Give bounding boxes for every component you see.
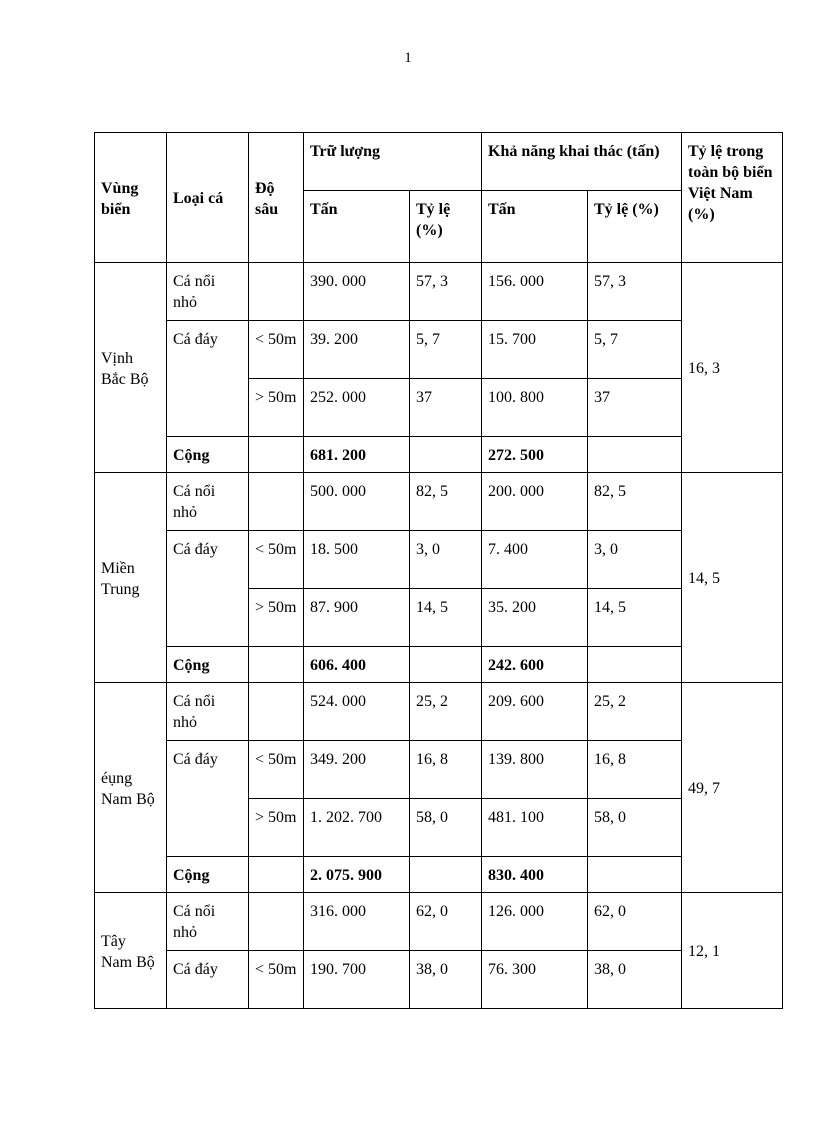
exploit-ton: 200. 000	[482, 473, 588, 531]
region-name: Vịnh Bắc Bộ	[95, 263, 167, 473]
reserve-pct: 58, 0	[410, 799, 482, 857]
header-exploitable: Khả năng khai thác (tấn)	[482, 133, 682, 191]
empty-cell	[410, 437, 482, 473]
table-header	[95, 133, 783, 263]
reserve-pct: 82, 5	[410, 473, 482, 531]
fish-type: Cá đáy	[167, 741, 249, 857]
table-row	[95, 531, 783, 589]
fish-type: Cá nổi nhỏ	[167, 683, 249, 741]
reserve-ton: 1. 202. 700	[304, 799, 410, 857]
fish-type: Cá nổi nhỏ	[167, 893, 249, 951]
exploit-pct: 25, 2	[588, 683, 682, 741]
total-exploit-ton: 830. 400	[482, 857, 588, 893]
exploit-pct: 62, 0	[588, 893, 682, 951]
reserve-ton: 500. 000	[304, 473, 410, 531]
reserve-pct: 25, 2	[410, 683, 482, 741]
overall-ratio: 12, 1	[682, 893, 783, 1009]
overall-ratio: 16, 3	[682, 263, 783, 473]
fish-type: Cá đáy	[167, 321, 249, 437]
reserve-pct: 57, 3	[410, 263, 482, 321]
table-row	[95, 741, 783, 799]
empty-cell	[588, 437, 682, 473]
depth: > 50m	[249, 589, 304, 647]
reserve-ton: 252. 000	[304, 379, 410, 437]
exploit-ton: 209. 600	[482, 683, 588, 741]
fish-type: Cá đáy	[167, 531, 249, 647]
depth: < 50m	[249, 741, 304, 799]
header-exploit-pct: Tỷ lệ (%)	[588, 191, 682, 263]
exploit-ton: 126. 000	[482, 893, 588, 951]
table-row	[95, 893, 783, 951]
region-name: éụng Nam Bộ	[95, 683, 167, 893]
fish-type: Cá nổi nhỏ	[167, 263, 249, 321]
reserve-pct: 5, 7	[410, 321, 482, 379]
page-number: 1	[404, 50, 412, 66]
depth: < 50m	[249, 531, 304, 589]
depth	[249, 893, 304, 951]
reserve-ton: 524. 000	[304, 683, 410, 741]
table-row	[95, 321, 783, 379]
depth: > 50m	[249, 379, 304, 437]
fish-type: Cá đáy	[167, 951, 249, 1009]
total-reserve-ton: 606. 400	[304, 647, 410, 683]
region-name: Tây Nam Bộ	[95, 893, 167, 1009]
reserve-ton: 87. 900	[304, 589, 410, 647]
reserve-pct: 3, 0	[410, 531, 482, 589]
table-row	[95, 683, 783, 741]
total-exploit-ton: 272. 500	[482, 437, 588, 473]
depth: < 50m	[249, 951, 304, 1009]
header-reserves: Trữ lượng	[304, 133, 482, 191]
overall-ratio: 14, 5	[682, 473, 783, 683]
exploit-ton: 100. 800	[482, 379, 588, 437]
fish-type: Cá nổi nhỏ	[167, 473, 249, 531]
header-reserve-pct: Tỷ lệ (%)	[410, 191, 482, 263]
empty-cell	[249, 437, 304, 473]
total-reserve-ton: 681. 200	[304, 437, 410, 473]
table-body	[95, 263, 783, 1009]
exploit-pct: 14, 5	[588, 589, 682, 647]
empty-cell	[249, 857, 304, 893]
header-region: Vùng biển	[95, 133, 167, 263]
empty-cell	[249, 647, 304, 683]
total-exploit-ton: 242. 600	[482, 647, 588, 683]
reserve-pct: 14, 5	[410, 589, 482, 647]
empty-cell	[588, 857, 682, 893]
depth	[249, 263, 304, 321]
total-reserve-ton: 2. 075. 900	[304, 857, 410, 893]
exploit-pct: 58, 0	[588, 799, 682, 857]
reserve-ton: 349. 200	[304, 741, 410, 799]
overall-ratio: 49, 7	[682, 683, 783, 893]
exploit-ton: 15. 700	[482, 321, 588, 379]
header-reserve-ton: Tấn	[304, 191, 410, 263]
exploit-ton: 76. 300	[482, 951, 588, 1009]
reserve-pct: 38, 0	[410, 951, 482, 1009]
reserve-ton: 190. 700	[304, 951, 410, 1009]
empty-cell	[410, 857, 482, 893]
empty-cell	[588, 647, 682, 683]
depth	[249, 473, 304, 531]
exploit-pct: 82, 5	[588, 473, 682, 531]
exploit-ton: 139. 800	[482, 741, 588, 799]
total-row	[95, 647, 783, 683]
table-row	[95, 263, 783, 321]
depth: > 50m	[249, 799, 304, 857]
depth: < 50m	[249, 321, 304, 379]
header-ratio-total: Tỷ lệ trong toàn bộ biển Việt Nam (%)	[682, 133, 783, 263]
total-label: Cộng	[167, 647, 249, 683]
reserve-pct: 16, 8	[410, 741, 482, 799]
exploit-pct: 3, 0	[588, 531, 682, 589]
exploit-ton: 156. 000	[482, 263, 588, 321]
total-row	[95, 437, 783, 473]
total-label: Cộng	[167, 437, 249, 473]
table-row	[95, 473, 783, 531]
depth	[249, 683, 304, 741]
empty-cell	[410, 647, 482, 683]
reserve-ton: 390. 000	[304, 263, 410, 321]
table-row	[95, 951, 783, 1009]
reserve-pct: 62, 0	[410, 893, 482, 951]
header-depth: Độ sâu	[249, 133, 304, 263]
region-name: Miền Trung	[95, 473, 167, 683]
header-exploit-ton: Tấn	[482, 191, 588, 263]
exploit-pct: 16, 8	[588, 741, 682, 799]
header-fish-type: Loại cá	[167, 133, 249, 263]
exploit-ton: 7. 400	[482, 531, 588, 589]
exploit-pct: 37	[588, 379, 682, 437]
reserve-ton: 39. 200	[304, 321, 410, 379]
total-row	[95, 857, 783, 893]
reserve-ton: 18. 500	[304, 531, 410, 589]
reserve-ton: 316. 000	[304, 893, 410, 951]
exploit-pct: 38, 0	[588, 951, 682, 1009]
reserve-pct: 37	[410, 379, 482, 437]
exploit-pct: 5, 7	[588, 321, 682, 379]
exploit-ton: 35. 200	[482, 589, 588, 647]
total-label: Cộng	[167, 857, 249, 893]
exploit-ton: 481. 100	[482, 799, 588, 857]
fish-reserves-table	[94, 132, 783, 1009]
exploit-pct: 57, 3	[588, 263, 682, 321]
